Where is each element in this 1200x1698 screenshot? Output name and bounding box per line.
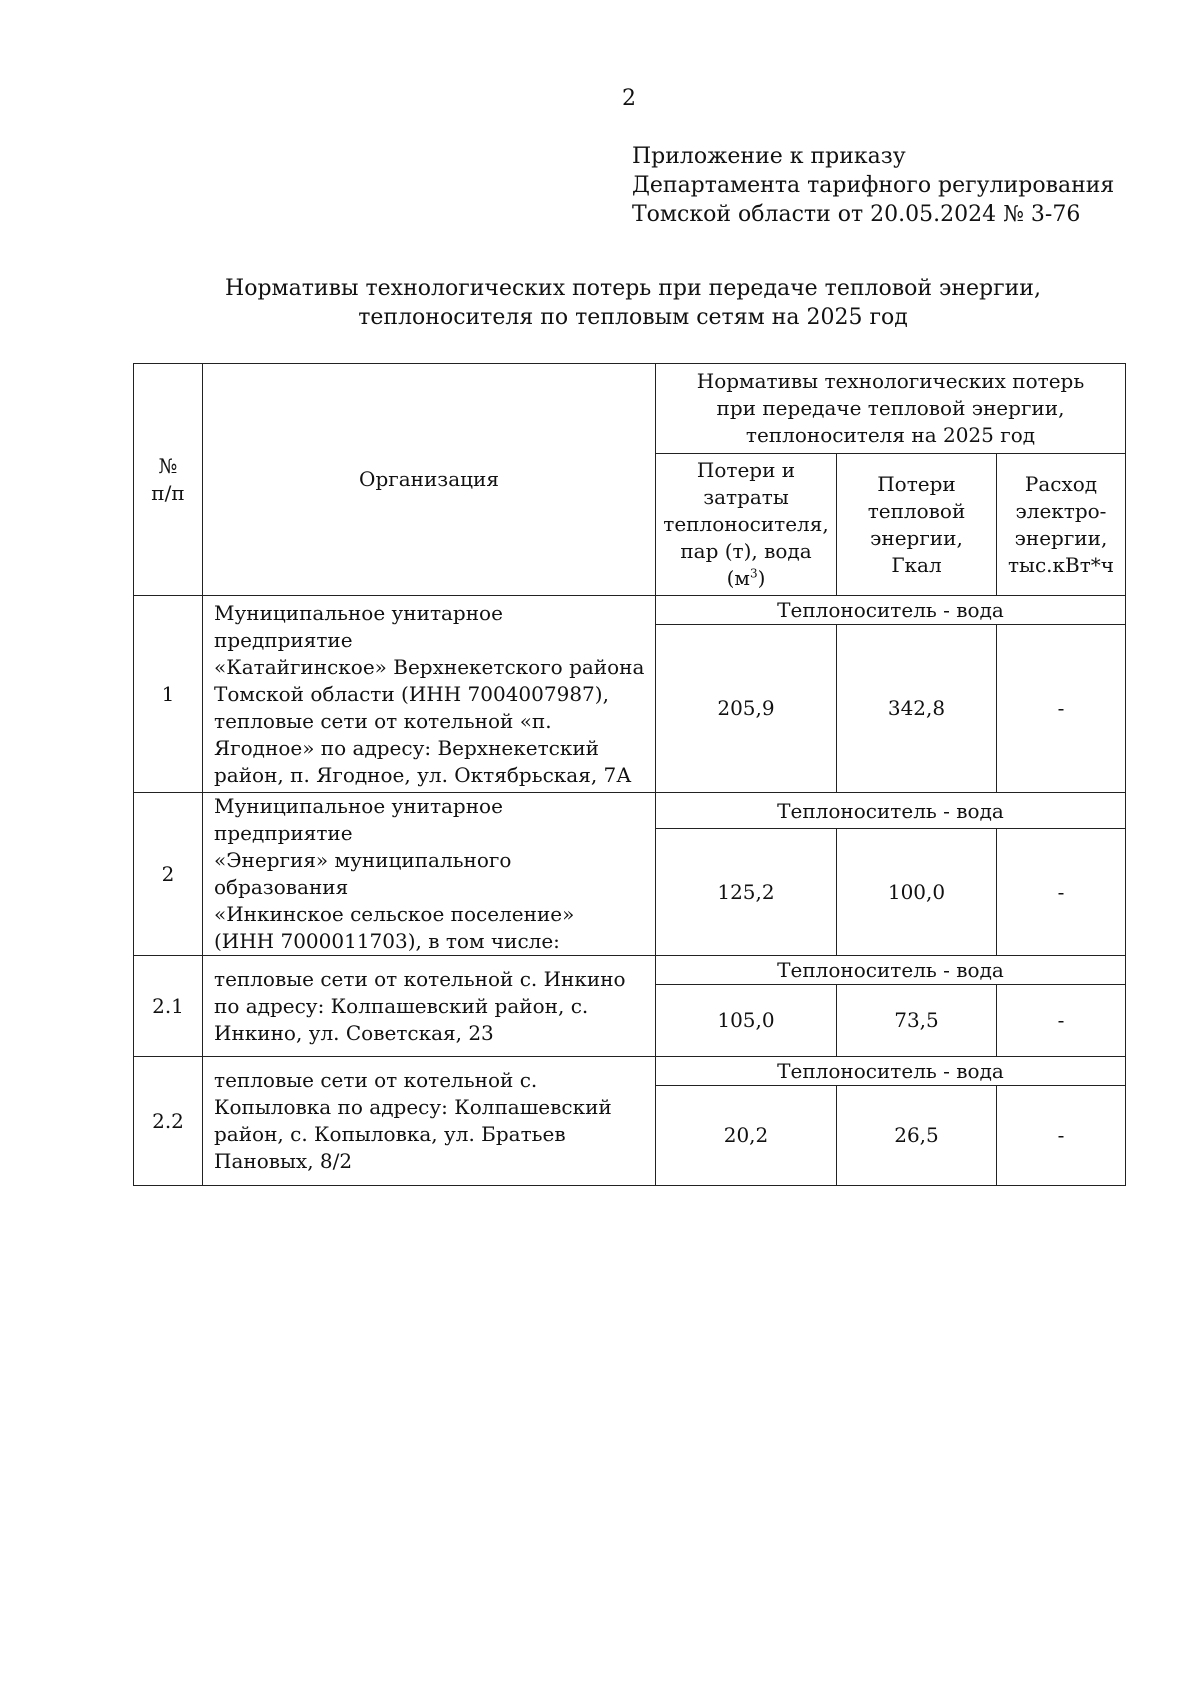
appendix-line-2: Департамента тарифного регулирования bbox=[632, 173, 1115, 198]
header-elec-line-4: тыс.кВт*ч bbox=[1007, 552, 1115, 577]
table-row bbox=[134, 793, 1126, 829]
header-heat-line-3: энергии, bbox=[870, 525, 963, 550]
header-norms-group bbox=[656, 364, 1126, 454]
org-line: «Энергия» муниципального образования bbox=[214, 848, 512, 899]
coolant-losses-value: 125,2 bbox=[656, 829, 837, 956]
header-losses-line-3: теплоносителя, bbox=[663, 512, 829, 536]
header-number bbox=[134, 364, 203, 596]
header-losses-line-4: пар (т), вода bbox=[680, 539, 812, 563]
org-line: Муниципальное унитарное предприятие bbox=[214, 794, 503, 845]
title-line-1: Нормативы технологических потерь при передаче тепловой энергии, bbox=[225, 276, 1041, 301]
org-line: по адресу: Колпашевский район, с. bbox=[214, 993, 589, 1018]
org-line: Томской области (ИНН 7004007987), bbox=[214, 681, 609, 706]
coolant-type: Теплоноситель - вода bbox=[656, 1057, 1126, 1086]
coolant-losses-value: 20,2 bbox=[656, 1086, 837, 1186]
heat-losses-value: 73,5 bbox=[837, 985, 997, 1057]
org-line: район, п. Ягодное, ул. Октябрьская, 7А bbox=[214, 762, 632, 787]
row-organization bbox=[203, 596, 656, 793]
org-line: (ИНН 7000011703), в том числе: bbox=[214, 929, 560, 953]
losses-table bbox=[133, 363, 1126, 1186]
electricity-value: - bbox=[997, 625, 1126, 793]
header-number-line-1: № bbox=[158, 453, 178, 478]
heat-losses-value: 100,0 bbox=[837, 829, 997, 956]
heat-losses-value: 26,5 bbox=[837, 1086, 997, 1186]
header-elec-line-1: Расход bbox=[1024, 471, 1098, 496]
org-line: район, с. Копыловка, ул. Братьев bbox=[214, 1122, 566, 1146]
header-elec-line-3: энергии, bbox=[1014, 525, 1108, 550]
table-row bbox=[134, 596, 1126, 625]
appendix-block bbox=[632, 142, 1114, 229]
row-organization bbox=[203, 956, 656, 1057]
header-elec-line-2: электро- bbox=[1015, 498, 1107, 523]
electricity-value: - bbox=[997, 985, 1126, 1057]
row-number: 2 bbox=[134, 793, 203, 956]
row-number: 2.1 bbox=[134, 956, 203, 1057]
org-line: «Катайгинское» Верхнекетского района bbox=[214, 654, 645, 679]
header-losses-line-2: затраты bbox=[703, 485, 789, 509]
document-title bbox=[133, 274, 1133, 332]
coolant-type: Теплоноситель - вода bbox=[656, 793, 1126, 829]
header-losses-unit-sup: 3 bbox=[749, 566, 758, 581]
electricity-value: - bbox=[997, 1086, 1126, 1186]
header-losses-line-5 bbox=[662, 565, 830, 592]
org-line: тепловые сети от котельной «п. bbox=[214, 708, 552, 733]
header-losses-unit-post: ) bbox=[757, 566, 766, 590]
header-heat-line-4: Гкал bbox=[891, 552, 942, 577]
org-line: тепловые сети от котельной с. Инкино bbox=[214, 966, 626, 991]
org-line: тепловые сети от котельной с. bbox=[214, 1068, 538, 1092]
header-group-line-3: теплоносителя на 2025 год bbox=[745, 423, 1036, 447]
org-line: Копыловка по адресу: Колпашевский bbox=[214, 1095, 612, 1119]
appendix-line-1: Приложение к приказу bbox=[632, 144, 906, 169]
coolant-losses-value: 205,9 bbox=[656, 625, 837, 793]
page-number: 2 bbox=[622, 86, 636, 111]
header-row-1 bbox=[134, 364, 1126, 454]
header-heat-losses bbox=[837, 454, 997, 596]
header-number-line-2: п/п bbox=[151, 480, 185, 505]
header-heat-line-1: Потери bbox=[877, 471, 956, 496]
header-losses-line-1: Потери и bbox=[696, 458, 796, 482]
org-line: Инкино, ул. Советская, 23 bbox=[214, 1020, 494, 1045]
org-line: Муниципальное унитарное предприятие bbox=[214, 600, 503, 652]
row-number: 1 bbox=[134, 596, 203, 793]
title-line-2: теплоносителя по тепловым сетям на 2025 год bbox=[358, 305, 908, 330]
appendix-line-3: Томской области от 20.05.2024 № 3-76 bbox=[632, 202, 1081, 227]
org-line: Пановых, 8/2 bbox=[214, 1149, 353, 1173]
header-group-line-1: Нормативы технологических потерь bbox=[696, 369, 1085, 393]
header-losses-unit-pre: (м bbox=[726, 566, 750, 590]
header-group-line-2: при передаче тепловой энергии, bbox=[716, 396, 1065, 420]
row-organization bbox=[203, 1057, 656, 1186]
heat-losses-value: 342,8 bbox=[837, 625, 997, 793]
coolant-type: Теплоноситель - вода bbox=[656, 596, 1126, 625]
header-coolant-losses bbox=[656, 454, 837, 596]
coolant-losses-value: 105,0 bbox=[656, 985, 837, 1057]
header-electricity bbox=[997, 454, 1126, 596]
header-organization: Организация bbox=[203, 364, 656, 596]
table-row bbox=[134, 1057, 1126, 1086]
row-number: 2.2 bbox=[134, 1057, 203, 1186]
header-heat-line-2: тепловой bbox=[867, 498, 966, 523]
org-line: «Инкинское сельское поселение» bbox=[214, 902, 575, 926]
org-line: Ягодное» по адресу: Верхнекетский bbox=[214, 735, 599, 760]
electricity-value: - bbox=[997, 829, 1126, 956]
table-row bbox=[134, 956, 1126, 985]
row-organization bbox=[203, 793, 656, 956]
coolant-type: Теплоноситель - вода bbox=[656, 956, 1126, 985]
